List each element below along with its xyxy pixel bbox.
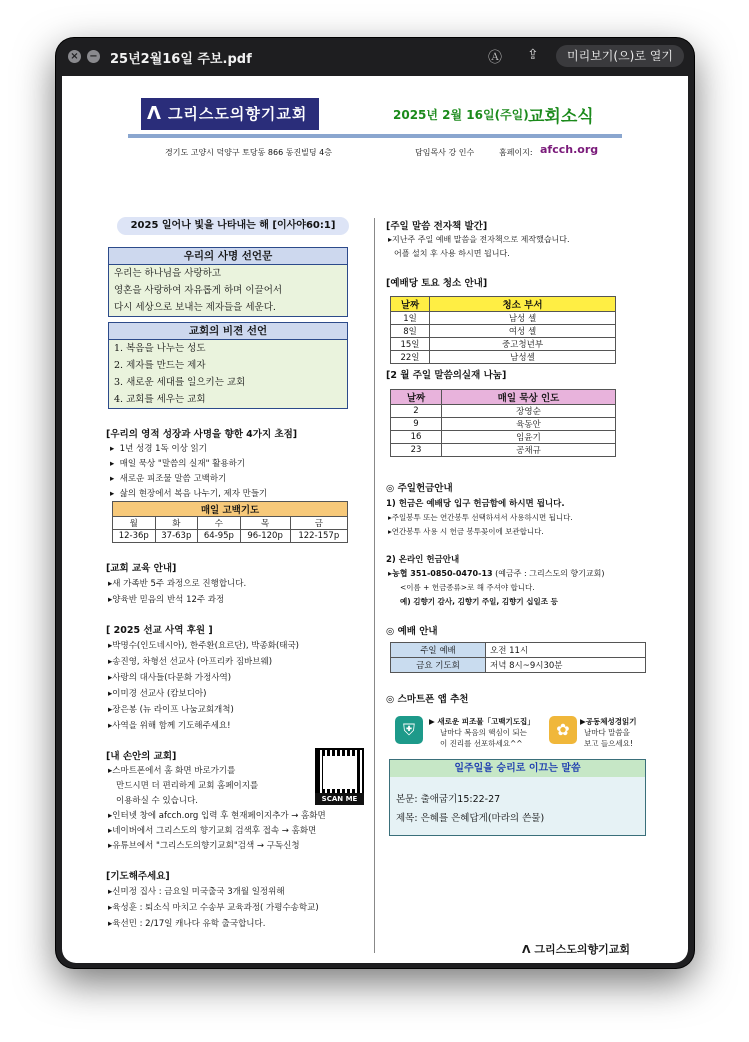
sharing-cell: 23 xyxy=(391,444,442,457)
day-cell: 화 xyxy=(155,517,198,530)
weekly-word-text: 본문: 출애굽기15:22-27 xyxy=(396,794,501,805)
missions-item: ▸장은봉 (뉴 라이프 나눔교회개척) xyxy=(108,705,234,715)
qr-scan-label: SCAN ME xyxy=(315,793,364,805)
day-cell: 목 xyxy=(240,517,290,530)
cleaning-table xyxy=(390,296,616,364)
my-church-item: ▸인터넷 창에 afcch.org 입력 후 현재페이지추가 → 홈화면 xyxy=(108,811,326,821)
ebook-line: 어플 설치 후 사용 하시면 됩니다. xyxy=(394,249,510,258)
cleaning-header: 날짜 xyxy=(391,297,430,312)
cleaning-cell: 중고청년부 xyxy=(430,338,616,351)
app2-title: ▶공동체성경읽기 xyxy=(580,717,637,726)
missions-title: [ 2025 선교 사역 후원 ] xyxy=(106,625,213,636)
worship-table xyxy=(390,642,646,673)
cleaning-cell: 남성셀 xyxy=(430,351,616,364)
app1-line: 이 진리를 선포하세요^^ xyxy=(440,739,523,748)
church-address: 경기도 고양시 덕양구 토당동 866 동진빌딩 4층 xyxy=(165,148,332,157)
worship-time: 오전 11시 xyxy=(486,643,646,658)
missions-item: ▸박명수(인도네시아), 한주환(요르단), 박종화(태국) xyxy=(108,641,299,651)
education-title: [교회 교육 안내] xyxy=(106,563,177,574)
prayer-title: [기도해주세요] xyxy=(106,871,170,882)
footer-logo: Ʌ 그리스도의향기교회 xyxy=(522,943,630,956)
missions-item: ▸이미경 선교사 (캄보디아) xyxy=(108,689,207,699)
offering-heading-1: 1) 헌금은 예배당 입구 헌금함에 하시면 됩니다. xyxy=(386,499,565,509)
offering-heading-2: 2) 온라인 헌금안내 xyxy=(386,555,460,565)
daily-confession-title: 매일 고백기도 xyxy=(113,502,348,517)
prayer-book-app-icon[interactable]: ⛨ xyxy=(395,716,423,744)
share-icon[interactable]: ⇪ xyxy=(527,47,539,63)
page-cell: 64-95p xyxy=(198,530,241,543)
worship-time: 저녁 8시~9시30분 xyxy=(486,658,646,673)
education-item: ▸새 가족반 5주 과정으로 진행합니다. xyxy=(108,579,247,589)
minimize-icon[interactable]: − xyxy=(87,50,100,63)
focus-title: [우리의 영적 성장과 사명을 향한 4가지 초점] xyxy=(106,429,298,440)
sharing-cell: 장영순 xyxy=(442,405,616,418)
bulletin-title: 교회소식 xyxy=(528,107,594,127)
open-in-preview-button[interactable]: 미리보기(으)로 열기 xyxy=(556,45,684,67)
cleaning-header: 청소 부서 xyxy=(430,297,616,312)
app2-line: 날마다 말씀을 xyxy=(584,728,630,737)
sharing-header: 매일 묵상 인도 xyxy=(442,390,616,405)
sharing-cell: 육동안 xyxy=(442,418,616,431)
mission-line: 다시 세상으로 보내는 제자들을 세운다. xyxy=(114,302,276,313)
sharing-cell: 2 xyxy=(391,405,442,418)
window-title: 25년2월16일 주보.pdf xyxy=(110,52,252,67)
worship-title: ◎ 예배 안내 xyxy=(386,626,438,637)
page-cell: 37-63p xyxy=(155,530,198,543)
prayer-item: ▸육선민 : 2/17일 캐나다 유학 출국합니다. xyxy=(108,919,266,929)
offering-example: 예) 김향기 감사, 김향기 주일, 김향기 십일조 등 xyxy=(400,597,558,606)
close-icon[interactable]: × xyxy=(68,50,81,63)
sharing-title: [2 월 주일 말씀의실재 나눔] xyxy=(386,370,507,381)
my-church-item: 이용하실 수 있습니다. xyxy=(116,796,199,806)
day-cell: 월 xyxy=(113,517,156,530)
mission-title: 우리의 사명 선언문 xyxy=(108,247,348,266)
ebook-line: ▸지난주 주일 예배 말씀을 전자책으로 제작했습니다. xyxy=(388,235,570,244)
year-banner: 2025 일어나 빛을 나타내는 해 [이사야60:1] xyxy=(117,217,349,235)
pdf-page xyxy=(62,76,688,963)
prayer-item: ▸육성훈 : 퇴소식 마치고 수송부 교육과정( 가평수송학교) xyxy=(108,903,319,913)
offering-title: ◎ 주일헌금안내 xyxy=(386,483,453,494)
cleaning-title: [예배당 토요 청소 안내] xyxy=(386,278,488,289)
mission-box xyxy=(108,265,348,317)
qr-code[interactable] xyxy=(315,748,364,797)
weekly-word-title: 일주일을 승리로 이끄는 말씀 xyxy=(390,760,645,777)
my-church-item: ▸유튜브에서 "그리스도의향기교회"검색 → 구독신청 xyxy=(108,841,300,851)
sharing-cell: 16 xyxy=(391,431,442,444)
my-church-item: ▸네이버에서 그리스도의 향기교회 검색후 접속 → 홈화면 xyxy=(108,826,317,836)
vision-line: 1. 복음을 나누는 성도 xyxy=(114,343,206,354)
vision-line: 4. 교회를 세우는 교회 xyxy=(114,394,206,405)
focus-item: ▸ 새로운 피조물 말씀 고백하기 xyxy=(110,474,227,484)
sharing-header: 날짜 xyxy=(391,390,442,405)
markup-icon[interactable]: Ⓐ xyxy=(488,50,502,66)
sharing-cell: 9 xyxy=(391,418,442,431)
cleaning-cell: 1일 xyxy=(391,312,430,325)
app1-title: ▶ 새로운 피조물「고백기도집」 xyxy=(429,717,535,726)
vision-box xyxy=(108,340,348,409)
missions-item: ▸사역을 위해 함께 기도해주세요! xyxy=(108,721,231,731)
page-cell: 122-157p xyxy=(290,530,347,543)
pdf-window xyxy=(56,38,694,968)
page-cell: 12-36p xyxy=(113,530,156,543)
my-church-item: 만드시면 더 편리하게 교회 홈페이지를 xyxy=(116,781,259,791)
column-divider xyxy=(374,218,375,953)
cleaning-cell: 8일 xyxy=(391,325,430,338)
weekly-word-box xyxy=(389,759,646,836)
sharing-cell: 임윤기 xyxy=(442,431,616,444)
homepage-label: 홈페이지: xyxy=(499,148,533,157)
bulletin-date: 2025년 2월 16일(주일) xyxy=(393,108,529,122)
my-church-item: ▸스마트폰에서 홈 화면 바로가기를 xyxy=(108,766,236,776)
focus-item: ▸ 1년 성경 1독 이상 읽기 xyxy=(110,444,207,454)
cleaning-cell: 남성 셀 xyxy=(430,312,616,325)
mission-line: 영혼을 사랑하여 자유롭게 하며 이끌어서 xyxy=(114,285,283,296)
offering-bank: ▸농협 351-0850-0470-13 (예금주 : 그리스도의 향기교회) xyxy=(388,569,605,578)
vision-line: 3. 새로운 세대를 일으키는 교회 xyxy=(114,377,246,388)
title-bar xyxy=(56,38,694,76)
vision-line: 2. 제자를 만드는 제자 xyxy=(114,360,206,371)
my-church-title: [내 손안의 교회] xyxy=(106,751,177,762)
app1-line: 날마다 복음의 핵심이 되는 xyxy=(440,728,527,737)
page-cell: 96-120p xyxy=(240,530,290,543)
apps-title: ◎ 스마트폰 앱 추천 xyxy=(386,694,469,705)
vision-title: 교회의 비젼 선언 xyxy=(108,322,348,341)
church-logo: Ʌ 그리스도의향기교회 xyxy=(141,98,319,130)
homepage-link: afcch.org xyxy=(540,143,599,156)
missions-item: ▸송진영, 차형선 선교사 (아프리카 짐바브웨) xyxy=(108,657,273,667)
daily-confession-table xyxy=(112,501,348,543)
focus-item: ▸ 매일 묵상 "말씀의 실재" 활용하기 xyxy=(110,459,246,469)
day-cell: 수 xyxy=(198,517,241,530)
header-divider xyxy=(128,134,622,138)
worship-label: 주일 예배 xyxy=(391,643,486,658)
cleaning-cell: 22일 xyxy=(391,351,430,364)
offering-note: <이름 + 헌금종류>로 해 주셔야 합니다. xyxy=(400,583,535,592)
worship-label: 금요 기도회 xyxy=(391,658,486,673)
mission-line: 우리는 하나님을 사랑하고 xyxy=(114,268,221,279)
ebook-title: [주일 말씀 전자책 발간] xyxy=(386,221,488,232)
cleaning-cell: 15일 xyxy=(391,338,430,351)
sharing-cell: 공채규 xyxy=(442,444,616,457)
cleaning-cell: 여성 셀 xyxy=(430,325,616,338)
bible-reading-app-icon[interactable]: ✿ xyxy=(549,716,577,744)
day-cell: 금 xyxy=(290,517,347,530)
focus-item: ▸ 삶의 현장에서 복음 나누기, 제자 만들기 xyxy=(110,489,268,499)
pastor-name: 담임목사 강 인수 xyxy=(415,148,475,157)
prayer-item: ▸신미정 집사 : 금요일 미국출국 3개월 일정위해 xyxy=(108,887,285,897)
missions-item: ▸사랑의 대사들(다문화 가정사역) xyxy=(108,673,232,683)
offering-line: ▸연간봉투 사용 시 헌금 봉투꽂이에 보관합니다. xyxy=(388,527,544,536)
app2-line: 보고 들으세요! xyxy=(584,739,633,748)
education-item: ▸양육반 믿음의 반석 12주 과정 xyxy=(108,595,225,605)
offering-line: ▸주일봉투 또는 연간봉투 선택하셔서 사용하시면 됩니다. xyxy=(388,513,573,522)
weekly-word-subject: 제목: 은혜를 은혜답게(마라의 쓴물) xyxy=(396,813,545,824)
sharing-table xyxy=(390,389,616,457)
